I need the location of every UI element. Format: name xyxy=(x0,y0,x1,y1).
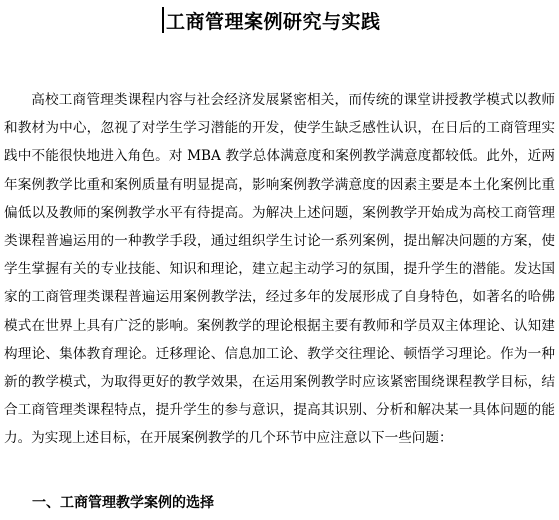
text-cursor xyxy=(162,7,164,33)
document-title: 工商管理案例研究与实践 xyxy=(166,10,381,33)
body-paragraph: 高校工商管理类课程内容与社会经济发展紧密相关，而传统的课堂讲授教学模式以教师和教材为中心，忽视了对学生学习潜能的开发，使学生缺乏感性认识，在日后的工商管理实践中不能很快地进入角色。对 MBA 教学总体满意度和案例教学满意度都较低。此外，近两年案例教学比重和案例质量有明显提高，影响案例教学满意度的因素主要是本土化案例比重偏低以及教师的案例教学水平有待提高。为解决上述问题，案例教学开始成为高校工商管理类课程普遍运用的一种教学手段，通过组织学生讨论一系列案例，提出解决问题的方案，使学生掌握有关的专业技能、知识和理论，建立起主动学习的氛围，提升学生的潜能。发达国家的工商管理类课程普遍运用案例教学法，经过多年的发展形成了自身特色，如著名的哈佛模式在世界上具有广泛的影响。案例教学的理论根据主要有教师和学员双主体理论、认知建构理论、集体教育理论。迁移理论、信息加工论、教学交往理论、顿悟学习理论。作为一种新的教学模式，为取得更好的教学效果，在运用案例教学时应该紧密围绕课程教学目标，结合工商管理类课程特点，提升学生的参与意识，提高其识别、分析和解决某一具体问题的能力。为实现上述目标，在开展案例教学的几个环节中应注意以下一些问题： xyxy=(4,92,555,447)
title-area xyxy=(162,6,381,34)
section-heading: 一、工商管理教学案例的选择 xyxy=(32,495,214,511)
